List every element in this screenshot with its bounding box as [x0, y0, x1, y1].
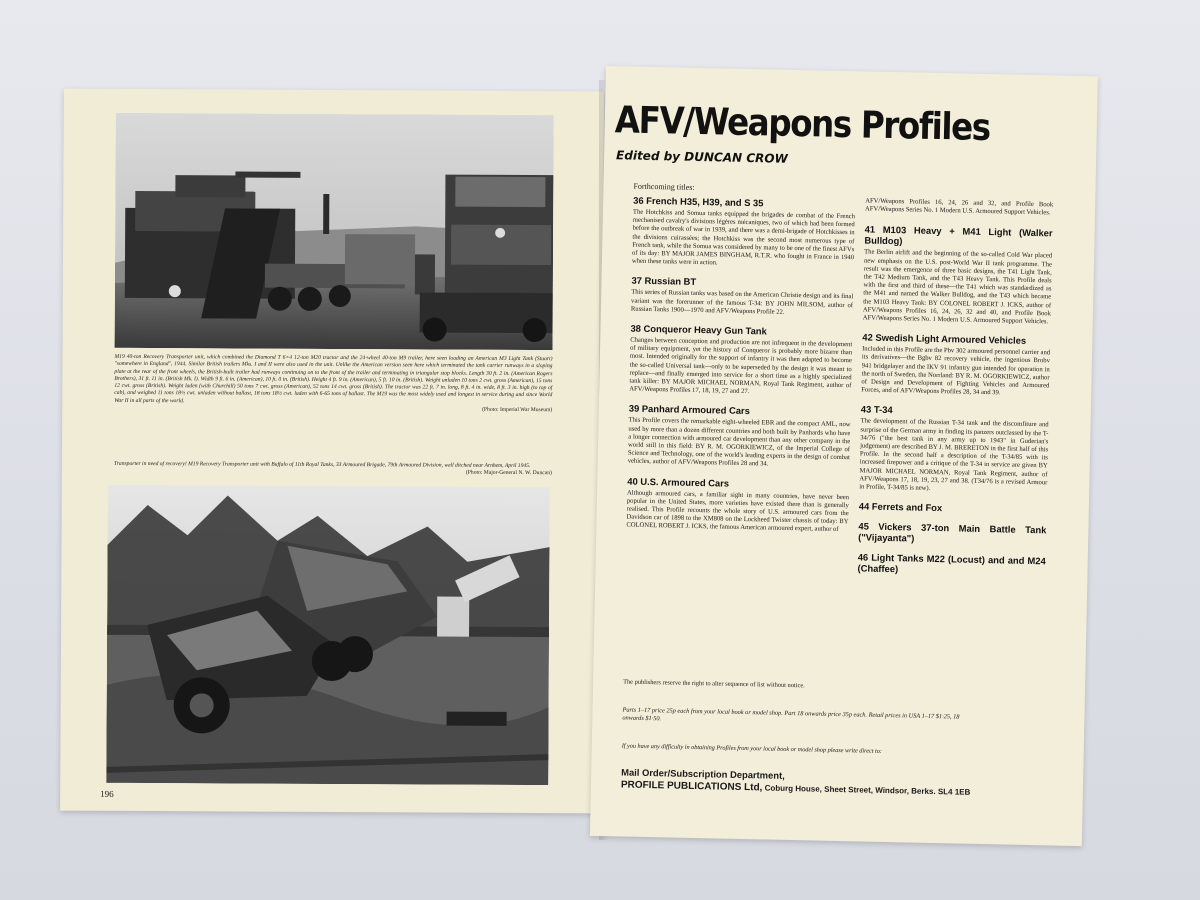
- title-entry: [631, 275, 854, 318]
- title-entry: [628, 403, 851, 471]
- entry-body: The development of the Russian T-34 tank and the discomfiture and surprise of the German army in finding its panzers outclassed by the T-34/76 ("the best tank in any army up to 1943" in Guderian's judgement) are described BY J. M. BRERETON in the first half of this Profile. In the second half a description of the T-34/85 with its increased firepower and a critique of the T-34 in service are given BY MAJOR MICHAEL NORMAN, Royal Tank Regiment, author of AFV/Weapons 17, 18, 19, 23, 27 and 38. (T34/76 is a revised Armour in Profile, T-34/85 is new).: [859, 417, 1049, 492]
- entry-title: 40 U.S. Armoured Cars: [627, 475, 730, 489]
- mail-order-line: Mail Order/Subscription Department,: [621, 766, 785, 781]
- page-title: AFV/Weapons Profiles: [614, 98, 991, 150]
- publisher-name: PROFILE PUBLICATIONS Ltd,: [620, 779, 763, 794]
- title-entry: [858, 521, 1046, 547]
- difficulty-note: If you have any difficulty in obtaining Profiles from your local book or model shop please write direct to:: [621, 742, 882, 755]
- photo-ditched-transporter: [106, 485, 550, 785]
- title-entry: [859, 404, 1049, 496]
- entry-title: 39 Panhard Armoured Cars: [628, 403, 750, 417]
- entry-body: This Profile covers the remarkable eight-wheeled EBR and the compact AML, now used by more than a dozen different countries and both built by Panhards who have a longer connection with armoured car development than any other company in the world still in this field: BY R. M. OGORKIEWICZ, of the Imperial College of Science and Technology, one of the world's leading experts in the design of combat vehicles, author of AFV/Weapons Profiles 28 and 34.: [627, 417, 851, 468]
- title-entry: [857, 552, 1045, 578]
- title-entry: [859, 501, 1047, 516]
- page-number: 196: [100, 788, 114, 799]
- entry-title: 36 French H35, H39, and S 35: [633, 194, 764, 209]
- publisher-notice: The publishers reserve the right to alter sequence of list without notice.: [623, 678, 805, 690]
- left-page: [60, 89, 604, 814]
- title-entry: [861, 332, 1050, 399]
- entry-title: 46 Light Tanks M22 (Locust) and and M24 (Chaffee): [857, 551, 1046, 575]
- address-text: Coburg House, Sheet Street, Windsor, Berks. SL4 1EB: [762, 783, 971, 797]
- titles-column-left: [626, 195, 855, 544]
- entry-body: Although armoured cars, a familiar sight in many countries, have never been popular in the United States, more varieties have existed there than is generally realised. This Profile recounts the whole story of U.S. armoured cars from the Davidson car of 1898 to the XM808 on the Lockheed Twister chassis of today: BY COLONEL ROBERT J. ICKS, the famous American armoured expert, author of: [626, 489, 850, 534]
- photo-credit: (Photo: Major-General N. W. Duncan): [465, 469, 552, 477]
- forthcoming-label: Forthcoming titles:: [633, 181, 695, 192]
- entry-title: 43 T-34: [860, 403, 893, 416]
- price-info: Parts 1–17 price 25p each from your local book or model shop. Part 18 onwards price 35p each. Retail prices in USA 1–17 $1·25, 18 onwards $1·50.: [622, 706, 960, 723]
- titles-column-right: [857, 197, 1053, 586]
- entry-title: 41 M103 Heavy + M41 Light (Walker Bulldog): [864, 223, 1053, 247]
- entry-title: 38 Conqueror Heavy Gun Tank: [630, 322, 767, 337]
- entry-title: 37 Russian BT: [631, 275, 697, 288]
- caption-text: Transporter in need of recovery! M19 Recovery Transporter unit with Buffalo of 11th Royal Tanks, 33 Armoured Brigade, 79th Armoured Division, well ditched near Arnhem, April 1945.: [113, 460, 531, 470]
- entry-body: The Berlin airlift and the beginning of the so-called Cold War placed new emphasis on the U.S. post-World War II tank programme. The result was the emergence of three basic designs, the T41 Light Tank, the T42 Medium Tank, and the T43 Heavy Tank. This Profile deals with the first and third of these—the T41 which was standardized as the M41 and named the Walker Bulldog, and the T43 which became the M103 Heavy Tank: BY COLONEL ROBERT J. ICKS, author of AFV/Weapons Profiles 16, 24, 26, 32 and 40, and Profile Book AFV/Weapons Series No. 1 Modern U.S. Armoured Support Vehicles.: [862, 248, 1053, 326]
- caption-ditched-transporter: [114, 461, 552, 478]
- entry-body: Changes between conception and production are not infrequent in the development of military equipment, yet the history of Conqueror is probably more bizarre than most. Intended originally for the support of infantry it was then adapted to become the so-called Universal tank—only to be superseded by the design it was meant to replace—and finally emerged into service for a short time as a highly specialized tank killer: BY MAJOR MICHAEL NORMAN, Royal Tank Regiment, author of AFV/Weapons Profiles 17, 18, 19, 27 and 27.: [629, 336, 853, 396]
- entry-body: Included in this Profile are the Pbv 302 armoured personnel carrier and its derivatives—the Bgbv 82 recovery vehicle, the ingenious Brobv 941 bridgelayer and the IKV 91 infantry gun intended for operation in the north of Sweden, the Norrland: BY R. M. OGORKIEWICZ, author of Design and Development of Fighting Vehicles and Armoured Forces, and of AFV/Weapons Profiles 28, 34 and 39.: [861, 345, 1051, 397]
- entry-body: The Hotchkiss and Somua tanks equipped the brigades de combat of the French mechanised cavalry's divisions légères mécaniques, two of which had been formed before the outbreak of war in 1939, and there was a demi-brigade of Hotchkisses in the divisions cuirassées; the Hotchkiss was the second most numerous type of French tank, while the Somua was considered by many to be one of the finest AFVs of its day: BY MAJOR JAMES BINGHAM, R.T.R. who fought in France in 1940 when these tanks were in action.: [631, 208, 855, 267]
- caption-recovery-transporter: [114, 354, 552, 415]
- entry-title: 45 Vickers 37-ton Main Battle Tank ("Vijayanta"): [858, 520, 1047, 544]
- title-entry: [629, 323, 852, 399]
- photo-recovery-transporter: [115, 113, 554, 350]
- right-page: [590, 66, 1098, 846]
- title-entry: [626, 475, 849, 535]
- editor-line: Edited by DUNCAN CROW: [615, 148, 788, 166]
- publisher-address: [621, 779, 971, 797]
- title-entry: [863, 224, 1053, 327]
- photo-credit: (Photo: Imperial War Museum): [482, 406, 553, 414]
- entry-title: 44 Ferrets and Fox: [858, 500, 943, 514]
- caption-text: M19 40-ton Recovery Transporter unit, which combined the Diamond T 6×4 12-ton M20 tractor and the 24-wheel 40-ton M9 trailer, here seen loading an American M3 Light Tank (Stuart) "somewhere in England", 1944. Similar British trailers Mks. I and II were also used in the unit. Unlike the American version seen here which terminated the tank carrier runways in a sloping plate at the rear of the front wheels, the British-built trailer had runways continuing on to the front of the trailer and terminating in triangular stop blocks. Length 30 ft. 2 in. (American Rogers Brothers), 31 ft. 11 in. (British Mk. I). Width 9 ft. 6 in. (American), 10 ft. 0 in. (British). Height 4 ft. 9 in. (American), 5 ft. 10 in. (British). Weight unladen 10 tons 2 cwt. gross (American), 15 tons 12 cwt. gross (British). Weight laden (with Churchill) 50 tons 7 cwt. gross (American), 52 tons 14 cwt. gross (British). The tractor was 22 ft. 7 in. long, 8 ft. 4 in. wide, 8 ft. 3 in. high (to top of cab), and weighed 11 tons 18½ cwt. unladen without ballast, 18 tons 18½ cwt. laden with 6-65 tons of ballast. The M19 was the most widely used and longest in service during and since World War II in all parts of the world.: [114, 353, 553, 405]
- entry-body: This series of Russian tanks was based on the American Christie design and its final variant was the forerunner of the famous T-34: BY JOHN MILSOM, author of Russian Tanks 1900—1970 and AFV/Weapons Profile 22.: [630, 289, 854, 316]
- entry-continuation: AFV/Weapons Profiles 16, 24, 26 and 32, and Profile Book AFV/Weapons Series No. 1 Modern U.S. Armoured Support Vehicles.: [864, 197, 1054, 217]
- title-entry: [632, 195, 855, 271]
- entry-title: 42 Swedish Light Armoured Vehicles: [862, 331, 1027, 347]
